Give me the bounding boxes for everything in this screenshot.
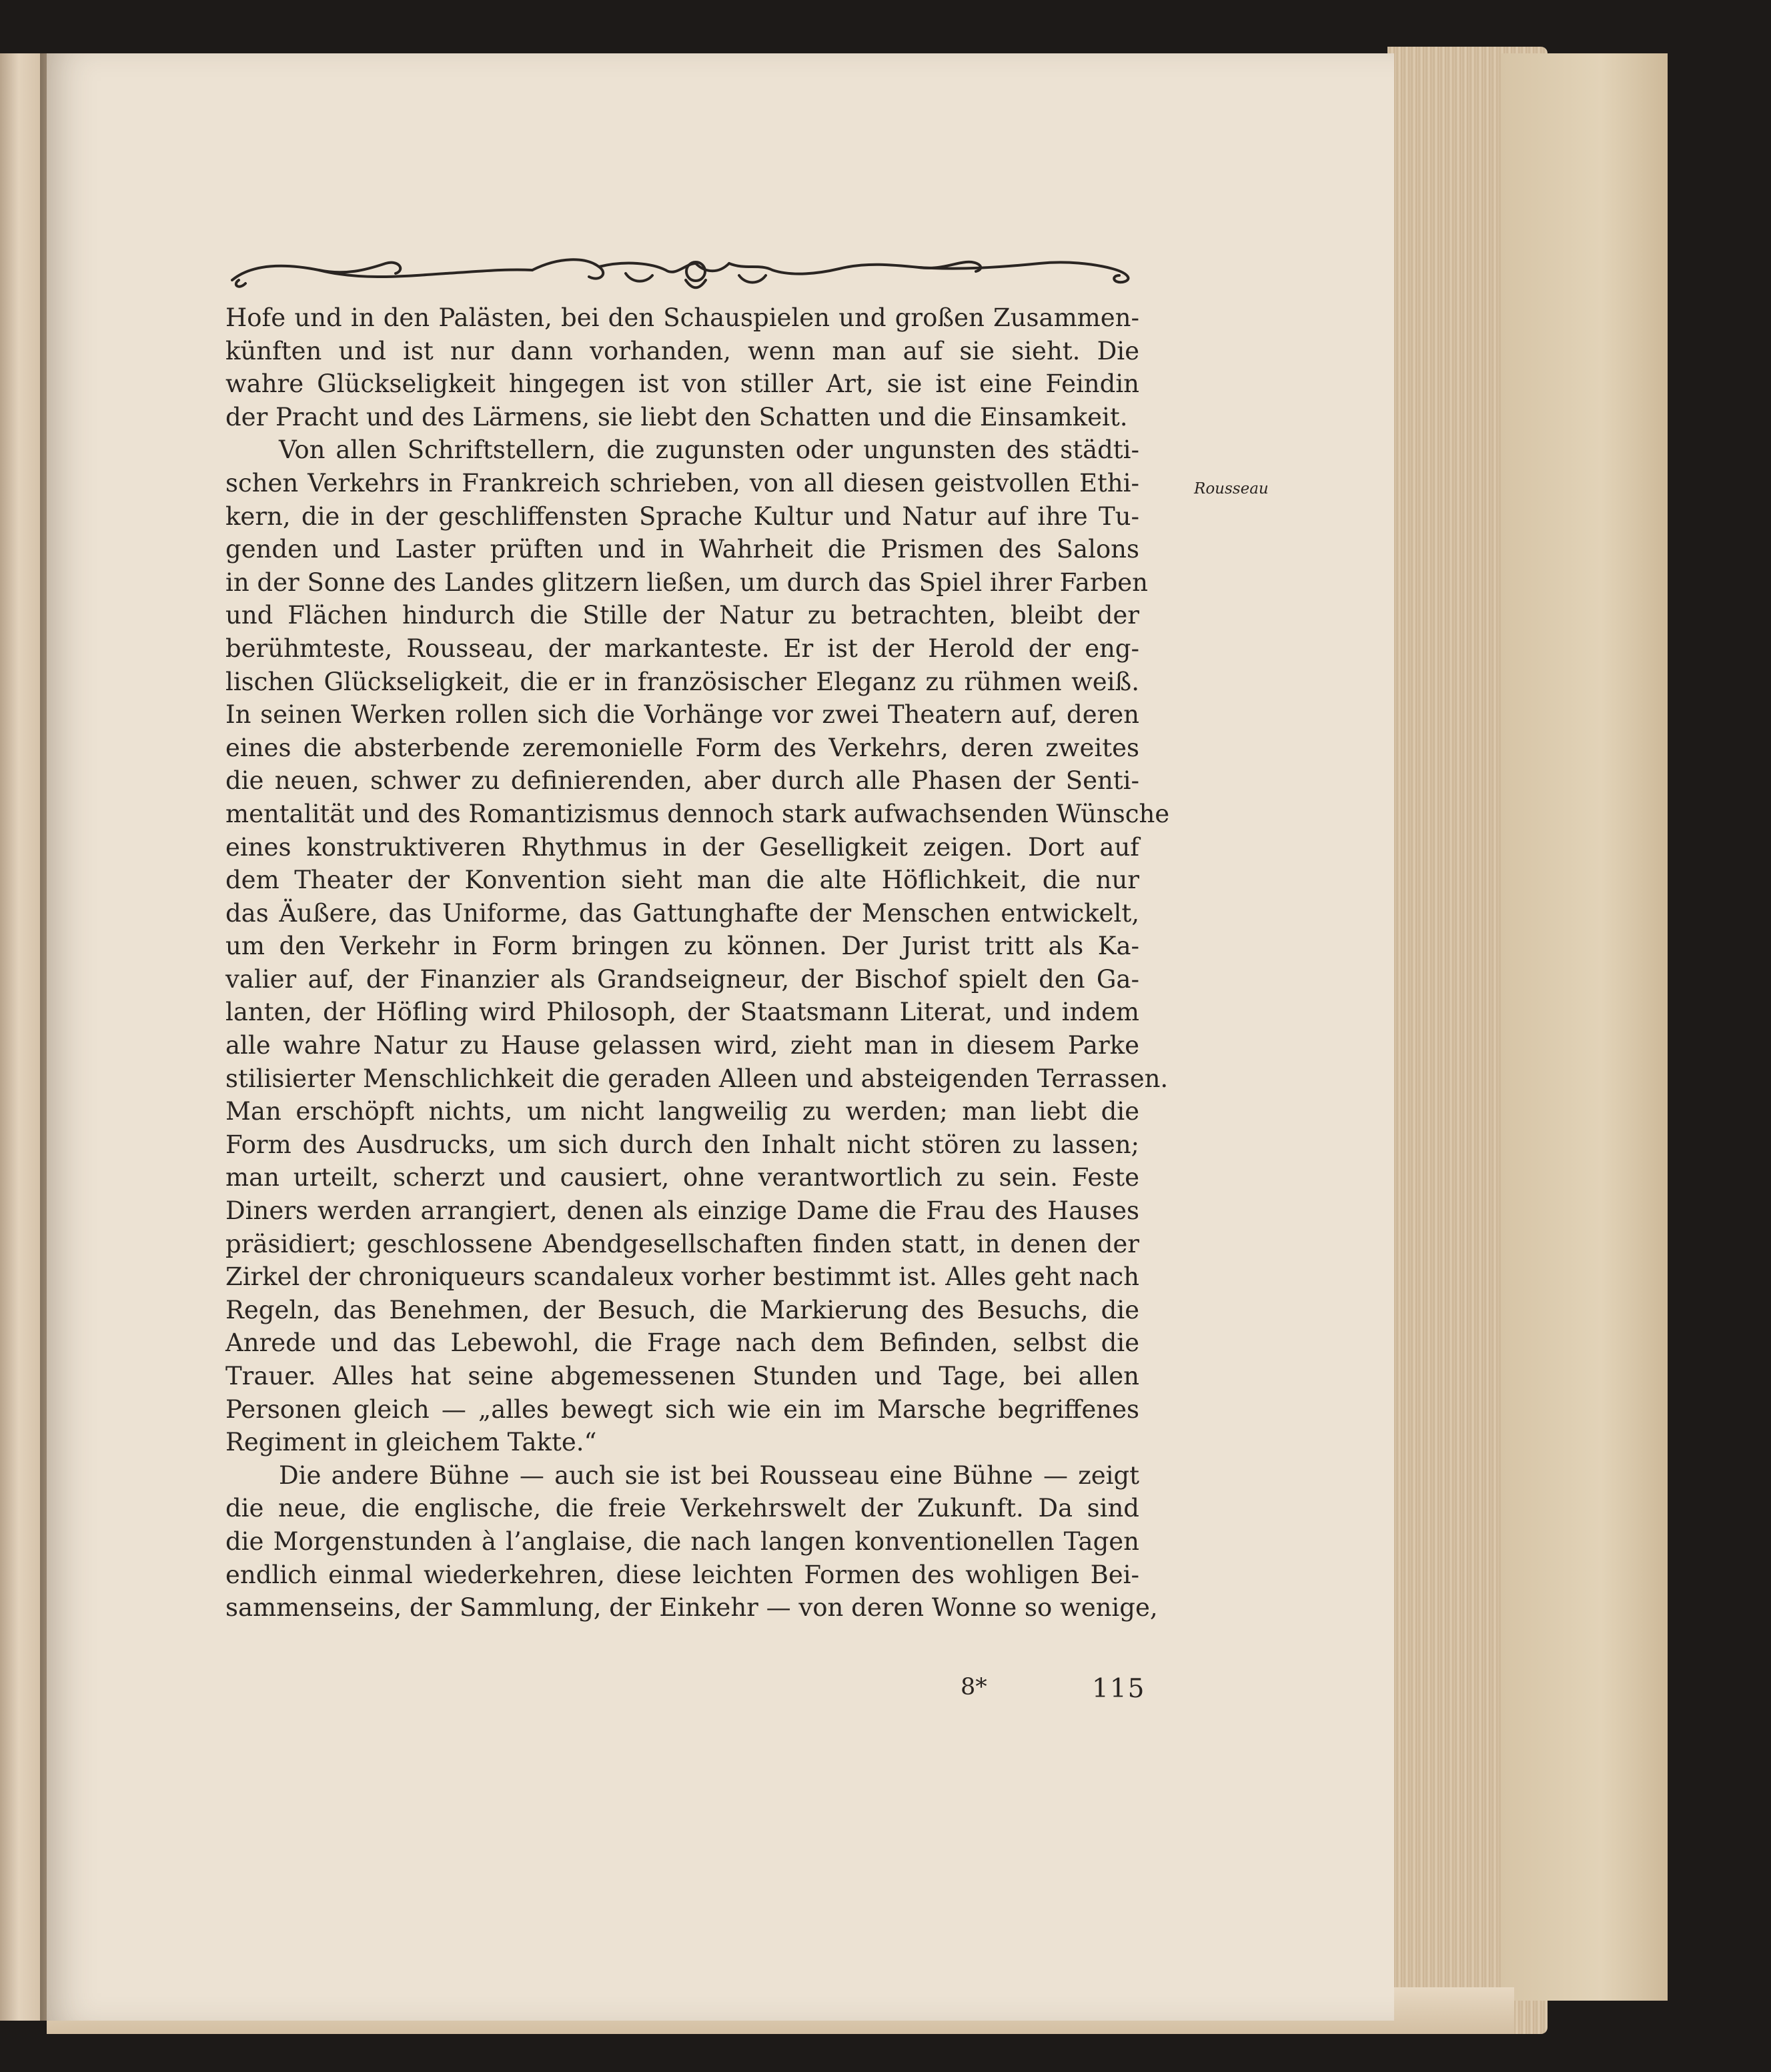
text-line: die neuen, schwer zu definierenden, aber durch alle Phasen der Senti- <box>225 766 1139 796</box>
text-line: Hofe und in den Palästen, bei den Schauspielen und großen Zusammen- <box>225 303 1139 332</box>
text-line: Regiment in gleichem Takte.“ <box>225 1428 597 1457</box>
text-line: die neue, die englische, die freie Verkehrswelt der Zukunft. Da sind <box>225 1494 1139 1523</box>
book-page <box>47 53 1394 2021</box>
text-line: und Flächen hindurch die Stille der Natur zu betrachten, bleibt der <box>225 601 1139 630</box>
text-line: genden und Laster prüften und in Wahrheit die Prismen des Salons <box>225 535 1139 564</box>
text-line: In seinen Werken rollen sich die Vorhänge vor zwei Theatern auf, deren <box>225 700 1139 730</box>
text-line: das Äußere, das Uniforme, das Gattunghafte der Menschen entwickelt, <box>225 898 1139 928</box>
text-line: wahre Glückseligkeit hingegen ist von stiller Art, sie ist eine Feindin <box>225 369 1139 399</box>
text-line: lanten, der Höfling wird Philosoph, der Staatsmann Literat, und indem <box>225 998 1139 1027</box>
text-line: Trauer. Alles hat seine abgemessenen Stunden und Tage, bei allen <box>225 1362 1139 1390</box>
text-line: man urteilt, scherzt und causiert, ohne verantwortlich zu sein. Feste <box>225 1163 1139 1192</box>
text-line: sammenseins, der Sammlung, der Einkehr — von deren Wonne so wenige, <box>225 1593 1158 1623</box>
text-line: Form des Ausdrucks, um sich durch den Inhalt nicht stören zu lassen; <box>225 1130 1139 1159</box>
ornamental-headpiece <box>225 243 1139 310</box>
text-line: Regeln, das Benehmen, der Besuch, die Markierung des Besuchs, die <box>225 1295 1139 1324</box>
text-line: präsidiert; geschlossene Abendgesellschaften finden statt, in denen der <box>225 1229 1139 1258</box>
text-line: Zirkel der chroniqueurs scandaleux vorher bestimmt ist. Alles geht nach <box>225 1262 1139 1292</box>
text-line: Diners werden arrangiert, denen als einzige Dame die Frau des Hauses <box>225 1196 1139 1226</box>
text-line: stilisierter Menschlichkeit die geraden Alleen und absteigenden Terrassen. <box>225 1064 1169 1093</box>
text-line: dem Theater der Konvention sieht man die alte Höflichkeit, die nur <box>225 866 1139 895</box>
text-line: Personen gleich — „alles bewegt sich wie ein im Marsche begriffenes <box>225 1394 1139 1424</box>
text-line: Von allen Schriftstellern, die zugunsten oder ungunsten des städti- <box>279 435 1139 465</box>
text-line: Die andere Bühne — auch sie ist bei Rousseau eine Bühne — zeigt <box>279 1460 1139 1490</box>
text-line: Anrede und das Lebewohl, die Frage nach dem Befinden, selbst die <box>225 1328 1139 1358</box>
text-line: Man erschöpft nichts, um nicht langweilig zu werden; man liebt die <box>225 1097 1139 1126</box>
text-line: um den Verkehr in Form bringen zu können. Der Jurist tritt als Ka- <box>225 932 1139 961</box>
text-line: mentalität und des Romantizismus dennoch stark aufwachsenden Wünsche <box>225 799 1170 828</box>
text-line: schen Verkehrs in Frankreich schrieben, von all diesen geistvollen Ethi- <box>225 468 1139 497</box>
text-line: kern, die in der geschliffensten Sprache Kultur und Natur auf ihre Tu- <box>225 501 1139 531</box>
book-board <box>1501 53 1668 2001</box>
text-line: in der Sonne des Landes glitzern ließen, um durch das Spiel ihrer Farben <box>225 568 1148 597</box>
text-line: alle wahre Natur zu Hause gelassen wird, zieht man in diesem Parke <box>225 1031 1139 1060</box>
text-line: valier auf, der Finanzier als Grandseigneur, der Bischof spielt den Ga- <box>225 964 1139 994</box>
text-line: künften und ist nur dann vorhanden, wenn man auf sie sieht. Die <box>225 336 1139 365</box>
text-line: eines die absterbende zeremonielle Form des Verkehrs, deren zweites <box>225 733 1139 762</box>
marginal-note: Rousseau <box>1194 480 1269 497</box>
text-line: berühmteste, Rousseau, der markanteste. Er ist der Herold der eng- <box>225 634 1139 663</box>
text-line: der Pracht und des Lärmens, sie liebt den Schatten und die Einsamkeit. <box>225 402 1128 431</box>
text-line: lischen Glückseligkeit, die er in französischer Eleganz zu rühmen weiß. <box>225 667 1139 696</box>
signature-mark: 8* <box>961 1674 987 1701</box>
text-line: endlich einmal wiederkehren, diese leichten Formen des wohligen Bei- <box>225 1560 1139 1589</box>
page-number: 115 <box>1092 1674 1146 1704</box>
text-line: eines konstruktiveren Rhythmus in der Geselligkeit zeigen. Dort auf <box>225 832 1139 862</box>
body-text <box>225 301 1170 1625</box>
text-line: die Morgenstunden à l’anglaise, die nach langen konventionellen Tagen <box>225 1526 1139 1556</box>
